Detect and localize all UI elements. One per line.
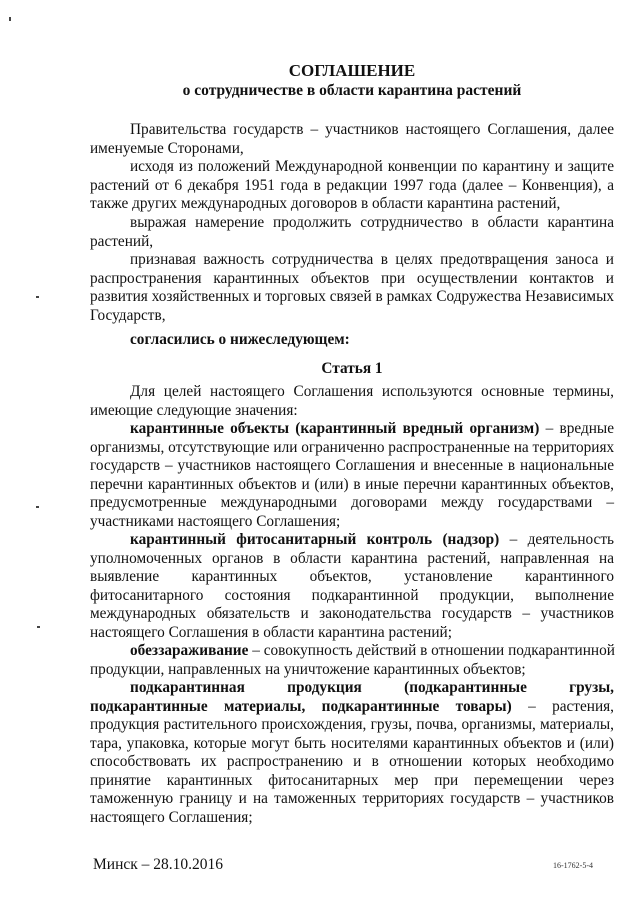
term-line: государств – участников настоящего Соглашения и внесенные в национальные (90, 457, 614, 474)
term-line: продукция растительного происхождения, грузы, почва, организмы, материалы, (90, 716, 614, 733)
term-name: карантинные объекты (карантинный вредный организм) (130, 420, 540, 437)
margin-mark (36, 506, 39, 508)
preamble-line: растений, (90, 233, 154, 250)
article-title: Статья 1 (321, 360, 383, 377)
term-line: тара, упаковка, которые могут быть носителями карантинных объектов и (или) (90, 735, 614, 752)
term-line: организмы, отсутствующие или ограниченно распространенные на территориях (90, 439, 615, 456)
term-line: продукции, направленных на уничтожение карантинных объектов; (90, 661, 526, 678)
article-intro-line: Для целей настоящего Соглашения используются основные термины, (130, 383, 614, 400)
term-line: участниками настоящего Соглашения; (90, 513, 341, 530)
agreed-statement: согласились о нижеследующем: (130, 331, 350, 348)
margin-mark (9, 17, 11, 21)
preamble-line: Правительства государств – участников настоящего Соглашения, далее (130, 121, 614, 138)
term-line: уполномоченных органов в области карантина растений, направленная на (90, 550, 614, 567)
article-intro-line: имеющие следующие значения: (90, 402, 298, 419)
term-line: таможенную границу и на таможенных территориях государств – участников (90, 790, 614, 807)
term-definition-first-line: обеззараживание – совокупность действий в отношении подкарантинной (130, 642, 615, 659)
term-line: настоящего Соглашения; (90, 809, 253, 826)
term-name: подкарантинная продукция (подкарантинные грузы, (130, 679, 614, 696)
preamble-line: выражая намерение продолжить сотрудничество в области карантина (130, 214, 614, 231)
preamble-line: Государств, (90, 307, 166, 324)
preamble-line: именуемые Сторонами, (90, 140, 244, 157)
preamble-line: исходя из положений Международной конвенции по карантину и защите (130, 158, 614, 175)
term-line: настоящего Соглашения в области карантина растений; (90, 624, 452, 641)
term-line: принятие карантинных фитосанитарных мер при перемещении через (90, 772, 614, 789)
preamble-line: растений от 6 декабря 1951 года в редакции 1997 года (далее – Конвенция), а (90, 177, 614, 194)
term-line: перечни карантинных объектов и (или) в иные перечни карантинных объектов, (90, 476, 614, 493)
term-definition-first-line: карантинный фитосанитарный контроль (надзор) – деятельность (130, 531, 614, 548)
preamble-line: распространения карантинных объектов при осуществлении контактов и (90, 270, 614, 287)
term-definition-first-line: карантинные объекты (карантинный вредный организм) – вредные (130, 420, 614, 437)
term-name: обеззараживание (130, 642, 249, 659)
document-title: СОГЛАШЕНИЕ (288, 61, 416, 80)
preamble-line: развития хозяйственных и торговых связей в рамках Содружества Независимых (90, 288, 614, 305)
term-definition-second-line: подкарантинные материалы, подкарантинные товары) – растения, (90, 698, 615, 715)
term-line: способствовать их распространению и в отношении которых необходимо (90, 753, 614, 770)
term-name: подкарантинные материалы, подкарантинные товары) (90, 698, 512, 715)
footer-place-date: Минск – 28.10.2016 (93, 856, 224, 873)
term-line: международных обязательств и законодательства государств – участников (90, 605, 614, 622)
term-line: предусмотренные международными договорами между государствами – (90, 494, 614, 511)
margin-mark (36, 296, 39, 298)
term-name: карантинный фитосанитарный контроль (надзор) (130, 531, 500, 548)
footer-document-number: 16-1762-5-4 (553, 861, 593, 870)
margin-mark (37, 626, 40, 628)
preamble-line: также других международных договоров в области карантина растений, (90, 195, 561, 212)
term-line: выявление карантинных объектов, установление карантинного (90, 568, 614, 585)
document-subtitle: о сотрудничестве в области карантина растений (182, 82, 522, 99)
preamble-line: признавая важность сотрудничества в целях предотвращения заноса и (130, 251, 614, 268)
term-line: фитосанитарного состояния подкарантинной продукции, выполнение (90, 587, 614, 604)
